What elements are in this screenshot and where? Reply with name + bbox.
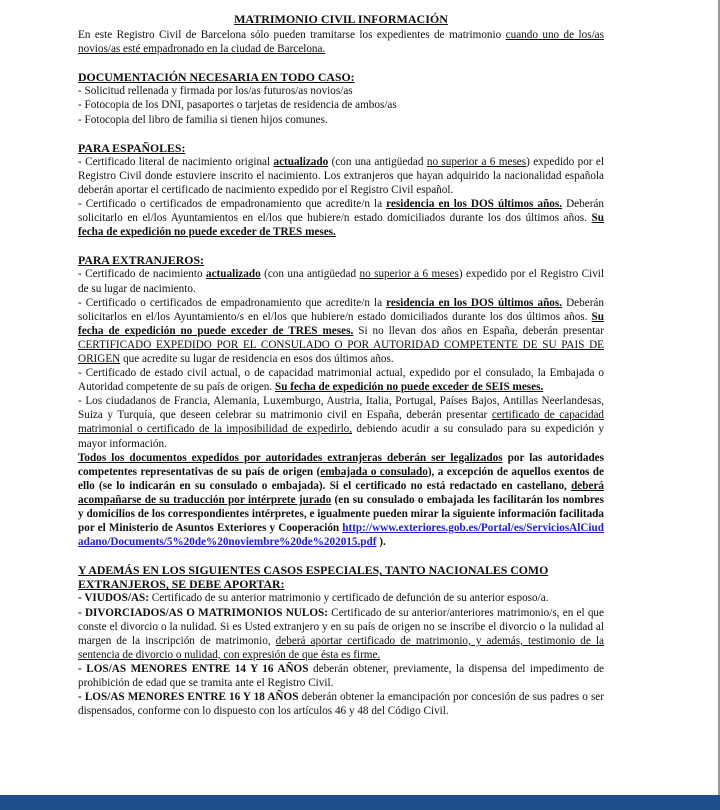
text-run: - LOS/AS MENORES ENTRE 14 Y 16 AÑOS (78, 662, 309, 675)
text-run: Deberán solicitarlo en el/los Ayuntamientos en el/los que hubiere/n estado domiciliados durante los dos últimos años. (78, 198, 604, 225)
text-run: CERTIFICADO EXPEDIDO POR EL CONSULADO O POR AUTORIDAD COMPETENTE DE SU PAIS DE ORIGEN (78, 338, 604, 365)
text-run: Certificado de su anterior/anteriores matrimonio/s, en el que conste el divorcio o la nulidad. Si es Usted extranjero y en su país de origen no se inscribe el divorcio o la nulidad al margen de la inscripción de matrimonio, (78, 606, 604, 647)
section-gap (78, 127, 604, 141)
text-run: ). (376, 536, 386, 549)
document-body (78, 12, 604, 718)
text-run: cuando uno de los/as novios/as esté empadronado en la ciudad de Barcelona. (78, 29, 604, 56)
section-gap (78, 56, 604, 70)
text-run: Su fecha de expedición no puede exceder de TRES meses. (78, 310, 604, 337)
text-run: actualizado (273, 155, 329, 168)
section-heading: PARA EXTRANJEROS: (78, 253, 204, 268)
text-run: ), a excepción de aquellos exentos de ello (se lo indicarán en su consulado o embajada). Si el certificado no está redactado en castellano, (78, 465, 604, 492)
section-paragraph (78, 296, 604, 366)
text-run: Deberán solicitarlos en el/los Ayuntamiento/s en el/los que hubiere/n estado domiciliados durante los dos últimos años. (78, 296, 604, 323)
text-run: certificado de capacidad matrimonial o certificado de la imposibilidad de expedirlo, (78, 409, 604, 436)
text-run: ) expedido por el Registro Civil de su lugar de nacimiento. (78, 268, 605, 295)
section-gap (78, 239, 604, 253)
text-run: - Certificado de estado civil actual, o de capacidad matrimonial actual, expedido por el consulado, la Embajada o Autoridad competente de su país de origen. (78, 367, 604, 394)
section-paragraph (78, 197, 604, 239)
exteriores-link[interactable]: http://www.exteriores.gob.es/Portal/es/ServiciosAlCiudadano/Documents/5%20de%20noviembre%20de%202015.pdf (78, 522, 604, 549)
text-run: - Fotocopia del libro de familia si tienen hijos comunes. (78, 113, 328, 126)
text-run: no superior a 6 meses (426, 155, 527, 168)
intro-paragraph (78, 28, 604, 56)
section-paragraph (78, 606, 604, 662)
section-paragraph (78, 267, 604, 295)
text-run: deberá aportar certificado de matrimonio, y además, testimonio de la sentencia de divorcio o nulidad, con expresión de que ésta es firme. (78, 634, 604, 661)
section-paragraph (78, 591, 604, 605)
section-paragraph (78, 394, 604, 450)
text-run: - Certificado de nacimiento (78, 268, 206, 281)
text-run: residencia en los DOS últimos años. (386, 296, 563, 309)
section-paragraph (78, 155, 604, 197)
text-run: ) expedido por el Registro Civil donde estuviere inscrito el nacimiento. Los extranjeros que hayan adquirido la nacionalidad española deberán aportar el certificado de nacimiento expedido por el Registro Civil español. (78, 155, 604, 196)
taskbar (0, 795, 720, 810)
document-title: MATRIMONIO CIVIL INFORMACIÓN (234, 12, 448, 26)
section-heading: DOCUMENTACIÓN NECESARIA EN TODO CASO: (78, 70, 355, 85)
text-run: Certificado de su anterior matrimonio y certificado de defunción de su anterior esposo/a. (148, 592, 549, 605)
text-run: embajada o consulado (320, 465, 428, 478)
text-run: - Solicitud rellenada y firmada por los/as futuros/as novios/as (78, 85, 353, 98)
text-run: actualizado (205, 268, 261, 281)
text-run: - LOS/AS MENORES ENTRE 16 Y 18 AÑOS (78, 691, 299, 704)
text-run: Si no llevan dos años en España, deberán presentar (353, 324, 604, 337)
text-run: Todos los documentos expedidos por autoridades extranjeras deberán ser legalizados (78, 451, 503, 464)
text-run: que acredite su lugar de residencia en esos dos últimos años. (120, 352, 394, 365)
section-paragraph (78, 84, 604, 98)
text-run: - Fotocopia de los DNI, pasaportes o tarjetas de residencia de ambos/as (78, 99, 397, 112)
section-paragraph (78, 113, 604, 127)
text-run: (con una antigüedad (260, 268, 360, 281)
section-paragraph (78, 451, 604, 550)
text-run: - Los ciudadanos de Francia, Alemania, Luxemburgo, Austria, Italia, Portugal, Países Bajos, Antillas Neerlandesas, Suiza y Turquía, que deseen celebrar su matrimonio civil en España, deberán presentar (78, 395, 604, 422)
text-run: - Certificado literal de nacimiento original (78, 155, 274, 168)
text-run: no superior a 6 meses (359, 268, 459, 281)
section-paragraph (78, 690, 604, 718)
text-run: deberán obtener la emancipación por concesión de sus padres o ser dispensados, conforme con lo dispuesto con los artículos 46 y 48 del Código Civil. (78, 691, 604, 718)
text-run: debiendo acudir a su consulado para su expedición y mayor información. (78, 423, 605, 450)
section-paragraph (78, 366, 604, 394)
text-run: - Certificado o certificados de empadronamiento que acredite/n la (78, 296, 387, 309)
sections (78, 56, 604, 718)
text-run: (con una antigüedad (328, 155, 427, 168)
section-paragraph (78, 662, 604, 690)
text-run: En este Registro Civil de Barcelona sólo pueden tramitarse los expedientes de matrimonio (78, 29, 506, 42)
section-paragraph (78, 98, 604, 112)
text-run: - DIVORCIADOS/AS O MATRIMONIOS NULOS: (78, 606, 328, 619)
text-run: Su fecha de expedición no puede exceder de TRES meses. (78, 212, 604, 239)
text-run: residencia en los DOS últimos años. (386, 198, 563, 211)
text-run: por las autoridades competentes representativas de su país de origen ( (78, 451, 604, 478)
text-run: deberán obtener, previamente, la dispensa del impedimento de prohibición de edad que se tramita ante el Registro Civil. (78, 662, 604, 690)
section-heading: PARA ESPAÑOLES: (78, 140, 186, 155)
text-run: - VIUDOS/AS: (78, 592, 149, 605)
text-run: deberá acompañarse de su traducción por intérprete jurado (78, 479, 604, 506)
text-run: (en su consulado o embajada les facilitarán los nombres y domicilios de los correspondientes intérpretes, e igualmente pueden mirar la siguiente información facilitada por el Ministerio de Asuntos Exteriores y Cooperación (78, 493, 605, 535)
text-run: Su fecha de expedición no puede exceder de SEIS meses. (274, 381, 544, 394)
text-run: - Certificado o certificados de empadronamiento que acredite/n la (78, 198, 387, 211)
section-heading: Y ADEMÁS EN LOS SIGUIENTES CASOS ESPECIALES, TANTO NACIONALES COMO EXTRANJEROS, SE DEBE APORTAR: (78, 563, 549, 592)
section-gap (78, 549, 604, 563)
